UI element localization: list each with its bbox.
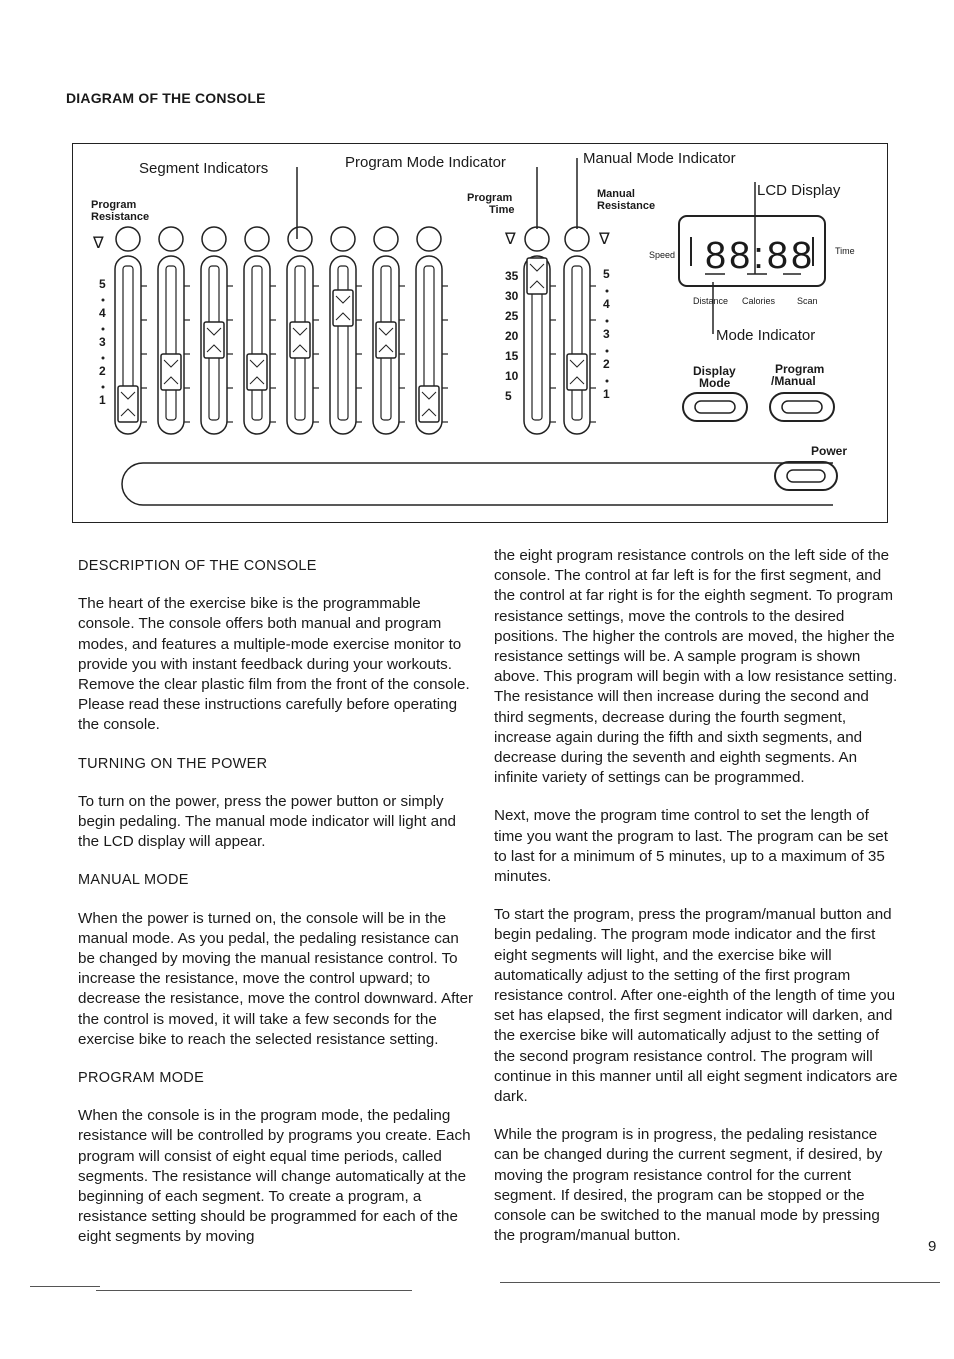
time-scale-label: 10 [505,369,519,383]
segment-7-slider-knob[interactable] [376,322,396,358]
left-column [78,556,478,1266]
program-manual-label-1: Program [775,362,825,376]
program-manual-button[interactable] [770,393,834,421]
lcd-digits: 88:88 [705,235,816,277]
time-scale-label: 5 [505,389,512,403]
display-mode-label-1: Display [693,364,736,378]
segment-5-slider-knob[interactable] [290,322,310,358]
segment-7-slider-indicator [374,227,398,251]
manual-scale-label: 2 [603,357,610,371]
program-resistance-label-1: Program [91,199,137,211]
bottom-rule-right [500,1282,940,1283]
right-paragraph-1: the eight program resistance controls on the left side of the console. The control at far left is for the first segment, and the control at far right is for the eighth segment. To program resistance settings, move the controls to the desired positions. The higher the controls are moved, the higher the resistance settings will be. A sample program is shown above. This program will begin with a low resistance setting. The resistance will then increase during the second and third segments, decrease during the fourth segment, increase again during the fifth and sixth segments, and decrease during the seventh and eighth segments. An infinite variety of settings can be programmed. [494,547,898,787]
console-diagram [72,143,888,523]
segment-1-slider-indicator [116,227,140,251]
manual-resistance-slider-indicator [565,227,589,251]
segment-2-slider[interactable] [158,227,190,434]
display-mode-button[interactable] [683,393,747,421]
power-button[interactable] [775,462,837,490]
manual-scale-label: 1 [603,387,610,401]
bottom-rule-mid [96,1290,412,1291]
description-body: The heart of the exercise bike is the programmable console. The console offers both manual and program modes, and features a multiple-mode exercise monitor to provide you with instant feedback during your workouts. Remove the clear plastic film from the front of the console. Please read these instructions carefully before operating the console. [78,595,470,734]
segment-2-slider-knob[interactable] [161,354,181,390]
diagram-heading: DIAGRAM OF THE CONSOLE [66,90,266,106]
segment-indicators-callout: Segment Indicators [139,160,269,177]
time-scale-label: 25 [505,309,519,323]
segment-8-slider[interactable] [416,227,448,434]
description-title: DESCRIPTION OF THE CONSOLE [78,558,317,574]
page-number: 9 [928,1238,937,1255]
segment-6-slider[interactable] [330,227,362,434]
right-paragraph-3: To start the program, press the program/manual button and begin pedaling. The program mode indicator and the first eight segments will light, and the exercise bike will automatically adjust to the setting of the first program resistance control. After one-eighth of the length of time you set has elapsed, the first segment indicator will darken, and the exercise bike will automatically adjust to the setting of the second program resistance control. The program will continue in this manner until all eight segment indicators are dark. [494,906,898,1106]
power-label: Power [811,444,848,458]
segment-3-slider[interactable] [201,227,233,434]
program-manual-label-2: /Manual [771,374,816,388]
manual-scale-label: 5 [603,267,610,281]
segment-2-slider-indicator [159,227,183,251]
segment-3-slider-knob[interactable] [204,322,224,358]
program-resistance-label-2: Resistance [91,211,150,223]
segment-3-slider-indicator [202,227,226,251]
program-mode-body: When the console is in the program mode, the pedaling resistance will be controlled by programs you create. Each program will consist of eight equal time periods, called segments. The resistance will change automatically at the beginning of each segment. To create a program, a resistance setting should be programmed for each of the eight segments by moving [78,1107,471,1246]
program-mode-title: PROGRAM MODE [78,1070,205,1087]
manual-resistance-slider-knob[interactable] [567,354,587,390]
program-time-slider-knob[interactable] [527,258,547,294]
console-tray [122,463,833,505]
resistance-scale-label: 2 [99,364,106,378]
resistance-scale-label: 3 [99,335,106,349]
program-time-label-1: Program [467,192,513,204]
program-mode-indicator-callout: Program Mode Indicator [345,154,506,171]
time-scale-label: 30 [505,289,519,303]
calories-label: Calories [742,296,776,306]
manual-scale-label: 3 [603,327,610,341]
time-label: Time [835,246,855,256]
manual-mode-indicator-callout: Manual Mode Indicator [583,150,736,167]
manual-arrow-icon: ∇ [599,231,610,248]
time-arrow-icon: ∇ [505,231,516,248]
scan-label: Scan [797,296,818,306]
segment-7-slider[interactable] [373,227,405,434]
program-time-label-2: Time [489,204,515,216]
manual-mode-title: MANUAL MODE [78,872,189,889]
program-time-slider[interactable] [524,227,556,434]
program-time-slider-indicator [525,227,549,251]
manual-resistance-label-2: Resistance [597,200,656,212]
segment-4-slider-indicator [245,227,269,251]
time-scale-label: 15 [505,349,519,363]
segment-6-slider-indicator [331,227,355,251]
right-paragraph-4: While the program is in progress, the pedaling resistance can be changed during the current segment, if desired, by moving the program resistance control for the current segment. If desired, the program can be stopped or the console can be switched to the manual mode by pressing the program/manual button. [494,1126,883,1245]
manual-resistance-label-1: Manual [597,188,635,200]
right-paragraph-2: Next, move the program time control to set the length of time you want the program to last. The program can be set to last for a minimum of 5 minutes, up to a maximum of 35 minutes. [494,807,888,886]
mode-indicator-callout: Mode Indicator [716,327,816,344]
right-column [494,546,898,1265]
manual-scale-label: 4 [603,297,610,311]
manual-resistance-slider[interactable] [564,227,596,434]
segment-8-slider-indicator [417,227,441,251]
segment-6-slider-knob[interactable] [333,290,353,326]
segment-1-slider-knob[interactable] [118,386,138,422]
segment-4-slider[interactable] [244,227,276,434]
display-mode-label-2: Mode [699,376,731,390]
time-scale-label: 20 [505,329,519,343]
resistance-scale-label: 4 [99,306,106,320]
resistance-scale-label: 1 [99,393,106,407]
segment-8-slider-knob[interactable] [419,386,439,422]
power-title: TURNING ON THE POWER [78,755,268,772]
lcd-display-callout: LCD Display [757,182,841,199]
power-body: To turn on the power, press the power button or simply begin pedaling. The manual mode indicator will light and the LCD display will appear. [78,792,456,851]
segment-5-slider[interactable] [287,227,319,434]
segment-arrow-icon: ∇ [93,235,104,252]
segment-5-slider-indicator [288,227,312,251]
resistance-scale-label: 5 [99,277,106,291]
bottom-rule-left [30,1286,100,1287]
time-scale-label: 35 [505,269,519,283]
segment-4-slider-knob[interactable] [247,354,267,390]
speed-label: Speed [649,250,676,260]
segment-1-slider[interactable] [115,227,147,434]
distance-label: Distance [693,296,729,306]
manual-mode-body: When the power is turned on, the console will be in the manual mode. As you pedal, the pedaling resistance can be changed by moving the manual resistance control. To increase the resistance, move the control upward; to decrease the resistance, move the control downward. After the control is moved, it will take a few seconds for the exercise bike to reach the selected resistance setting. [78,909,474,1048]
